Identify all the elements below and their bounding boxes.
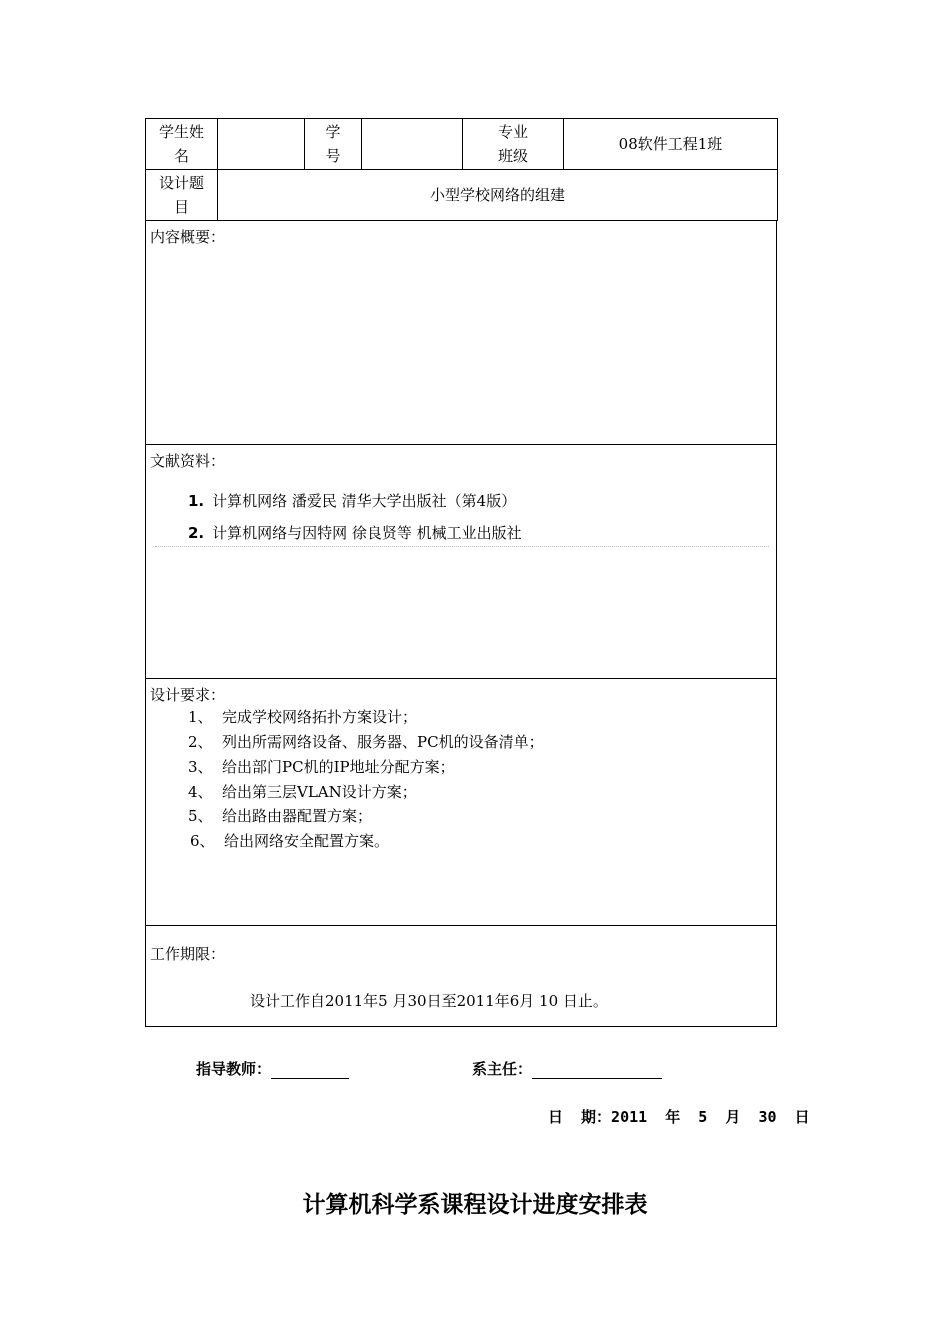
requirement-item: 1、 完成学校网络拓扑方案设计； — [188, 708, 418, 726]
reference-item: 2. 计算机网络与因特网 徐良贤等 机械工业出版社 — [188, 524, 522, 542]
work-period-section — [145, 925, 777, 1027]
student-id-value — [362, 119, 463, 170]
teacher-signature-line — [271, 1062, 349, 1079]
requirement-item: 5、 给出路由器配置方案； — [188, 807, 373, 825]
requirement-item: 6、 给出网络安全配置方案。 — [190, 832, 390, 850]
student-name-label: 学生姓 名 — [146, 119, 218, 170]
major-class-label: 专业 班级 — [463, 119, 564, 170]
director-signature: 系主任： — [472, 1058, 662, 1079]
references-section — [145, 444, 777, 679]
topic-value: 小型学校网络的组建 — [218, 170, 778, 221]
date-line: 日 期：2011 年 5 月 30 日 — [548, 1108, 810, 1126]
topic-label: 设计题 目 — [146, 170, 218, 221]
references-heading: 文献资料： — [150, 452, 226, 470]
student-name-value — [218, 119, 305, 170]
work-period-text: 设计工作自2011年5 月30日至2011年6月 10 日止。 — [250, 992, 608, 1010]
requirement-item: 4、 给出第三层VLAN设计方案； — [188, 783, 417, 801]
requirement-item: 2、 列出所需网络设备、服务器、PC机的设备清单； — [188, 733, 544, 751]
dotted-separator — [155, 546, 769, 547]
info-table — [145, 118, 778, 221]
requirement-item: 3、 给出部门PC机的IP地址分配方案； — [188, 758, 455, 776]
major-class-value: 08软件工程1班 — [564, 119, 778, 170]
director-signature-line — [532, 1062, 662, 1079]
teacher-signature: 指导教师： — [196, 1058, 349, 1079]
student-id-label: 学 号 — [305, 119, 362, 170]
summary-section — [145, 220, 777, 445]
footer-title: 计算机科学系课程设计进度安排表 — [302, 1192, 648, 1218]
reference-item: 1. 计算机网络 潘爱民 清华大学出版社（第4版） — [188, 492, 517, 510]
requirements-heading: 设计要求： — [150, 686, 226, 704]
work-period-heading: 工作期限： — [150, 945, 226, 963]
summary-heading: 内容概要： — [150, 228, 226, 246]
